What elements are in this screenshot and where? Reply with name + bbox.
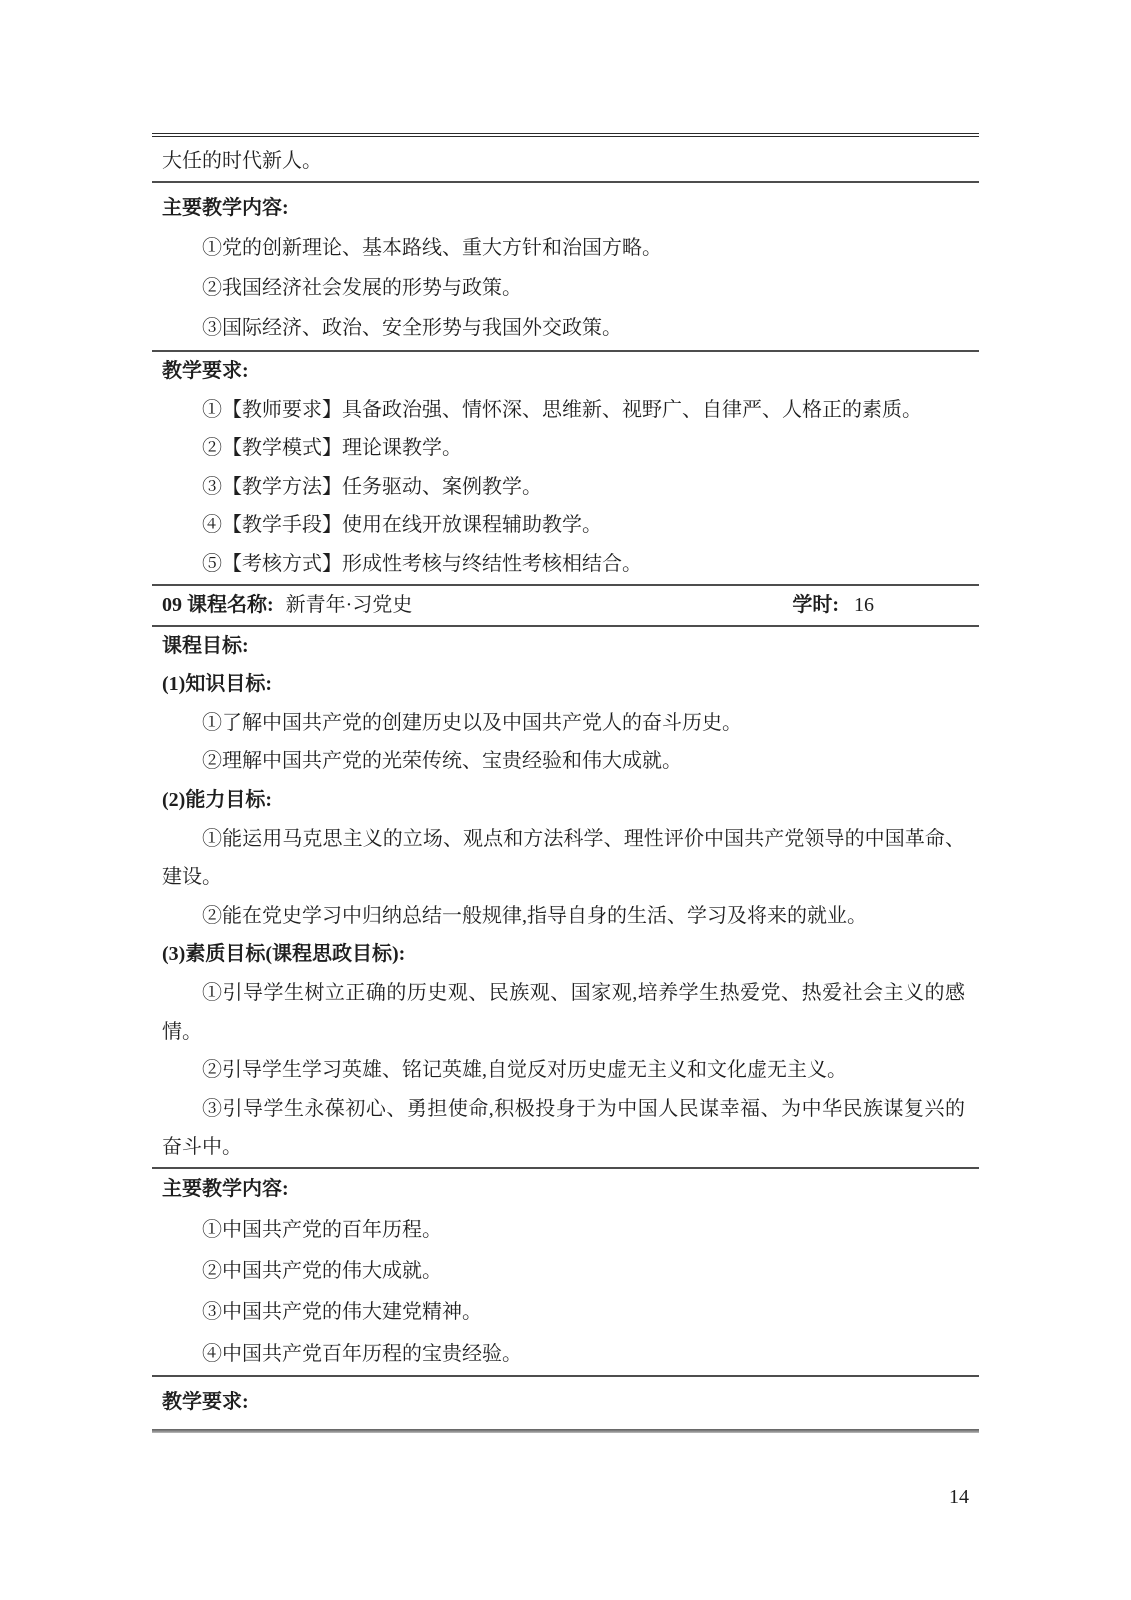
list-item: ②【教学模式】理论课教学。 bbox=[202, 437, 462, 460]
list-item: ①【教师要求】具备政治强、情怀深、思维新、视野广、自律严、人格正的素质。 bbox=[202, 398, 922, 421]
teaching-content-section-2 bbox=[152, 1169, 979, 1375]
list-item: ②理解中国共产党的光荣传统、宝贵经验和伟大成就。 bbox=[202, 750, 682, 773]
section-heading: 主要教学内容: bbox=[162, 1177, 289, 1200]
list-item: ①能运用马克思主义的立场、观点和方法科学、理性评价中国共产党领导的中国革命、建设。 bbox=[162, 827, 965, 889]
course-number-label: 09 课程名称: bbox=[162, 593, 274, 616]
carryover-row bbox=[152, 137, 979, 181]
list-item: ③【教学方法】任务驱动、案例教学。 bbox=[202, 475, 542, 498]
carryover-text: 大任的时代新人。 bbox=[162, 150, 322, 172]
subsection-heading: (2)能力目标: bbox=[162, 788, 272, 811]
course-name: 新青年·习党史 bbox=[285, 593, 413, 616]
list-item: ③中国共产党的伟大建党精神。 bbox=[202, 1301, 482, 1324]
list-item: ②中国共产党的伟大成就。 bbox=[202, 1260, 442, 1283]
list-item: ④中国共产党百年历程的宝贵经验。 bbox=[202, 1342, 522, 1365]
list-item: ②我国经济社会发展的形势与政策。 bbox=[202, 277, 522, 299]
list-item: ②引导学生学习英雄、铭记英雄,自觉反对历史虚无主义和文化虚无主义。 bbox=[202, 1059, 847, 1082]
hours-value: 16 bbox=[854, 593, 874, 616]
teaching-requirements-section-1 bbox=[152, 352, 979, 584]
teaching-requirements-section-2 bbox=[152, 1377, 979, 1429]
list-item: ①党的创新理论、基本路线、重大方针和治国方略。 bbox=[202, 237, 662, 259]
list-item: ①引导学生树立正确的历史观、民族观、国家观,培养学生热爱党、热爱社会主义的感情。 bbox=[162, 981, 965, 1043]
hours-label: 学时: bbox=[792, 593, 839, 616]
subsection-heading: (1)知识目标: bbox=[162, 673, 272, 696]
list-item: ①了解中国共产党的创建历史以及中国共产党人的奋斗历史。 bbox=[202, 711, 742, 734]
course-hours bbox=[792, 586, 969, 625]
section-heading: 教学要求: bbox=[162, 1390, 249, 1413]
list-item: ⑤【考核方式】形成性考核与终结性考核相结合。 bbox=[202, 552, 642, 575]
list-item: ①中国共产党的百年历程。 bbox=[202, 1219, 442, 1242]
course-objectives-section bbox=[152, 627, 979, 1167]
list-item: ②能在党史学习中归纳总结一般规律,指导自身的生活、学习及将来的就业。 bbox=[202, 904, 867, 927]
list-item: ④【教学手段】使用在线开放课程辅助教学。 bbox=[202, 514, 602, 537]
course-header-row bbox=[152, 586, 979, 625]
section-heading: 教学要求: bbox=[162, 360, 249, 382]
list-item: ③国际经济、政治、安全形势与我国外交政策。 bbox=[202, 317, 622, 339]
table-bottom-border bbox=[152, 1429, 979, 1433]
section-heading: 课程目标: bbox=[162, 634, 249, 657]
section-heading: 主要教学内容: bbox=[162, 197, 289, 219]
syllabus-table bbox=[152, 133, 979, 1507]
subsection-heading: (3)素质目标(课程思政目标): bbox=[162, 943, 406, 966]
list-item: ③引导学生永葆初心、勇担使命,积极投身于为中国人民谋幸福、为中华民族谋复兴的奋斗中。 bbox=[162, 1097, 965, 1159]
page-number: 14 bbox=[949, 1485, 969, 1508]
teaching-content-section-1 bbox=[152, 183, 979, 350]
